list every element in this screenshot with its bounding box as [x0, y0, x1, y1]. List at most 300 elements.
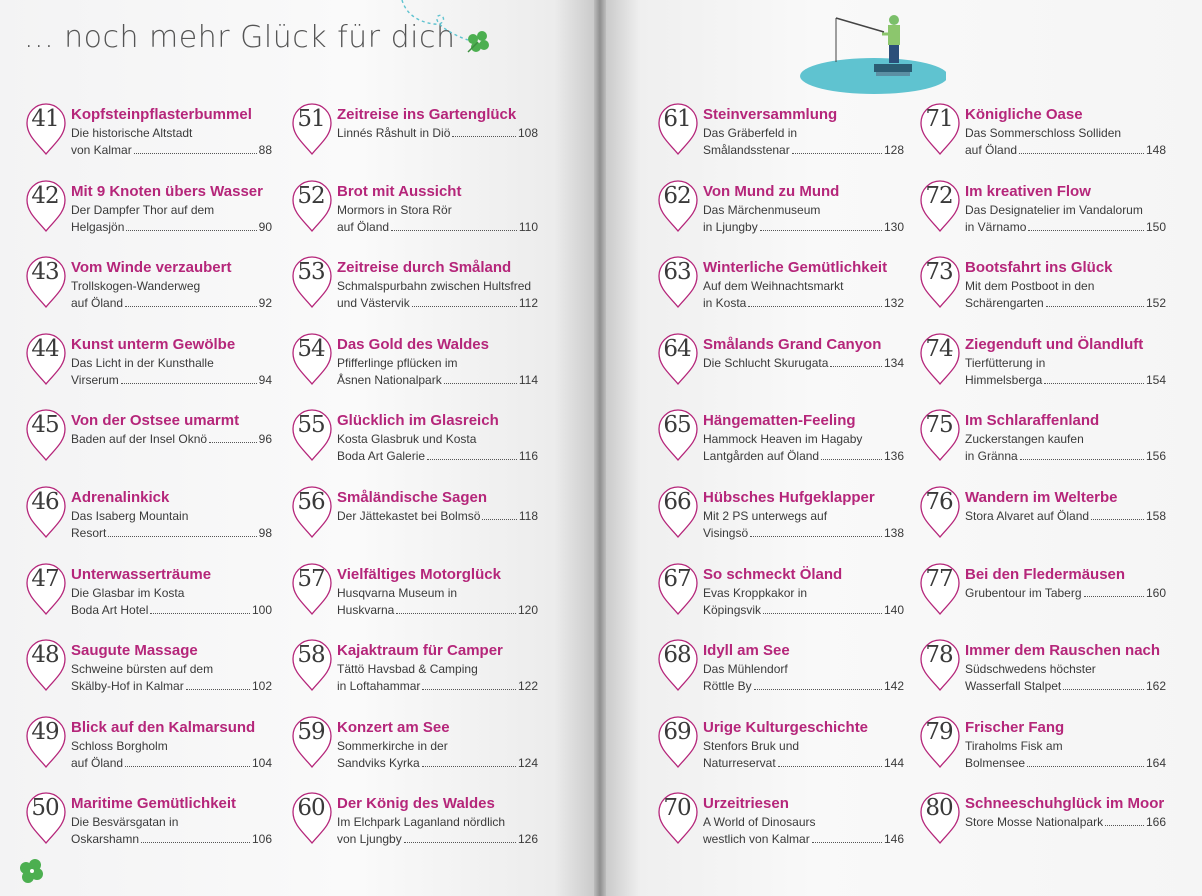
entry-subtitle-line: Store Mosse Nationalpark 166: [965, 815, 1166, 829]
entry-title[interactable]: Ziegenduft und Ölandluft: [965, 336, 1144, 353]
toc-entry[interactable]: [656, 719, 904, 793]
page-number: 146: [883, 832, 904, 846]
entry-subtitle-line: Husqvarna Museum in: [337, 586, 458, 600]
entry-title[interactable]: Adrenalinkick: [71, 489, 170, 506]
leader-dots: [748, 306, 882, 307]
map-pin-icon: [290, 636, 334, 692]
page-number: 132: [883, 296, 904, 310]
entry-title[interactable]: Hübsches Hufgeklapper: [703, 489, 875, 506]
entry-number: 59: [297, 719, 325, 745]
entry-subtitle-line: Wasserfall Stalpet 162: [965, 679, 1166, 693]
page-number: 112: [518, 296, 538, 310]
entry-subtitle-line: auf Öland 148: [965, 143, 1166, 157]
entry-title[interactable]: Glücklich im Glasreich: [337, 412, 499, 429]
map-pin-icon: [656, 330, 700, 386]
entry-title[interactable]: Kunst unterm Gewölbe: [71, 336, 236, 353]
toc-entry[interactable]: [918, 412, 1166, 486]
map-pin-icon: [656, 177, 700, 233]
toc-entry[interactable]: [24, 719, 272, 793]
page-number: 166: [1145, 815, 1166, 829]
entry-title[interactable]: Vom Winde verzaubert: [71, 259, 232, 276]
entry-subtitle-line: Stora Alvaret auf Öland 158: [965, 509, 1166, 523]
map-pin-icon: [656, 100, 700, 156]
entry-title[interactable]: Schneeschuhglück im Moor: [965, 795, 1165, 812]
entry-title[interactable]: Idyll am See: [703, 642, 790, 659]
entry-number: 55: [297, 412, 325, 438]
entry-subtitle-line: in Värnamo 150: [965, 220, 1166, 234]
leader-dots: [763, 613, 882, 614]
page-number: 108: [517, 126, 538, 140]
entry-number: 46: [31, 489, 59, 515]
entry-number: 57: [297, 566, 325, 592]
entry-subtitle-line: Das Mühlendorf: [703, 662, 788, 676]
entry-subtitle-line: Boda Art Hotel 100: [71, 603, 272, 617]
entry-number: 70: [663, 795, 691, 821]
toc-entry[interactable]: [24, 183, 272, 257]
entry-title[interactable]: Von Mund zu Mund: [703, 183, 840, 200]
map-pin-icon: [918, 406, 962, 462]
entry-number: 78: [925, 642, 953, 668]
page-number: 88: [258, 143, 272, 157]
map-pin-icon: [290, 330, 334, 386]
entry-subtitle-line: Die Glasbar im Kosta: [71, 586, 185, 600]
map-pin-icon: [290, 406, 334, 462]
entry-number: 80: [925, 795, 953, 821]
leader-dots: [121, 383, 257, 384]
toc-entry[interactable]: [918, 336, 1166, 410]
fisherman-illustration: [796, 10, 946, 96]
map-pin-icon: [290, 483, 334, 539]
toc-entry[interactable]: [656, 183, 904, 257]
entry-title[interactable]: Von der Ostsee umarmt: [71, 412, 240, 429]
leader-dots: [444, 383, 517, 384]
entry-subtitle-line: Schärengarten 152: [965, 296, 1166, 310]
map-pin-icon: [290, 177, 334, 233]
entry-subtitle-line: Hammock Heaven im Hagaby: [703, 432, 863, 446]
leader-dots: [186, 689, 250, 690]
entry-subtitle-line: auf Öland 104: [71, 756, 272, 770]
entry-subtitle-line: Das Licht in der Kunsthalle: [71, 356, 214, 370]
map-pin-icon: [24, 177, 68, 233]
page-number: 154: [1145, 373, 1166, 387]
toc-entry[interactable]: [656, 566, 904, 640]
entry-subtitle-line: Die Besvärsgatan in: [71, 815, 179, 829]
entry-title[interactable]: Immer dem Rauschen nach: [965, 642, 1161, 659]
entry-number: 66: [663, 489, 691, 515]
entry-number: 79: [925, 719, 953, 745]
page-number: 100: [251, 603, 272, 617]
toc-entry[interactable]: [24, 795, 272, 869]
entry-number: 73: [925, 259, 953, 285]
entry-number: 77: [925, 566, 953, 592]
map-pin-icon: [24, 636, 68, 692]
leader-dots: [150, 613, 250, 614]
toc-entry[interactable]: [24, 412, 272, 486]
entry-subtitle-line: Der Jättekastet bei Bolmsö 118: [337, 509, 538, 523]
entry-subtitle-line: Smålandsstenar 128: [703, 143, 904, 157]
entry-subtitle-line: Trollskogen-Wanderweg: [71, 279, 201, 293]
map-pin-icon: [290, 713, 334, 769]
leader-dots: [1046, 306, 1144, 307]
leader-dots: [108, 536, 256, 537]
toc-entry[interactable]: [656, 259, 904, 333]
page-number: 96: [258, 432, 272, 446]
map-pin-icon: [918, 789, 962, 845]
leader-dots: [404, 842, 516, 843]
entry-title[interactable]: Vielfältiges Motorglück: [337, 566, 501, 583]
entry-title[interactable]: Unterwasserträume: [71, 566, 212, 583]
leader-dots: [134, 153, 257, 154]
entry-subtitle-line: Kosta Glasbruk und Kosta: [337, 432, 477, 446]
entry-title[interactable]: Kopfsteinpflasterbummel: [71, 106, 252, 123]
entry-title[interactable]: Maritime Gemütlichkeit: [71, 795, 237, 812]
entry-subtitle-line: Lantgården auf Öland 136: [703, 449, 904, 463]
page-number: 136: [883, 449, 904, 463]
toc-entry[interactable]: [918, 489, 1166, 563]
entry-subtitle-line: Grubentour im Taberg 160: [965, 586, 1166, 600]
entry-number: 72: [925, 183, 953, 209]
page-number: 122: [517, 679, 538, 693]
entry-title[interactable]: Kajaktraum für Camper: [337, 642, 503, 659]
leader-dots: [792, 153, 882, 154]
entry-title[interactable]: Urzeitriesen: [703, 795, 789, 812]
page-number: 116: [518, 449, 538, 463]
map-pin-icon: [24, 713, 68, 769]
toc-entry[interactable]: [656, 642, 904, 716]
entry-subtitle-line: in Kosta 132: [703, 296, 904, 310]
entry-number: 43: [31, 259, 59, 285]
map-pin-icon: [290, 253, 334, 309]
toc-entry[interactable]: [290, 642, 538, 716]
entry-subtitle-line: Tierfütterung in: [965, 356, 1046, 370]
toc-entry[interactable]: [24, 642, 272, 716]
entry-title[interactable]: Königliche Oase: [965, 106, 1083, 123]
entry-subtitle-line: Tiraholms Fisk am: [965, 739, 1063, 753]
toc-entry[interactable]: [290, 183, 538, 257]
entry-number: 75: [925, 412, 953, 438]
entry-number: 53: [297, 259, 325, 285]
entry-subtitle-line: Das Gräberfeld in: [703, 126, 798, 140]
entry-subtitle-line: Åsnen Nationalpark 114: [337, 373, 538, 387]
entry-number: 47: [31, 566, 59, 592]
toc-entry[interactable]: [24, 336, 272, 410]
entry-number: 65: [663, 412, 691, 438]
page-number: 92: [258, 296, 272, 310]
leader-dots: [452, 136, 516, 137]
leader-dots: [1019, 153, 1144, 154]
entry-number: 64: [663, 336, 691, 362]
leader-dots: [750, 536, 882, 537]
entry-number: 71: [925, 106, 953, 132]
map-pin-icon: [918, 100, 962, 156]
leader-dots: [1084, 596, 1144, 597]
map-pin-icon: [918, 177, 962, 233]
toc-entry[interactable]: [24, 566, 272, 640]
map-pin-icon: [918, 483, 962, 539]
page-number: 126: [517, 832, 538, 846]
entry-title[interactable]: Bei den Fledermäusen: [965, 566, 1126, 583]
entry-subtitle-line: auf Öland 110: [337, 220, 538, 234]
entry-subtitle-line: Resort 98: [71, 526, 272, 540]
page-number: 130: [883, 220, 904, 234]
entry-subtitle-line: Mormors in Stora Rör: [337, 203, 452, 217]
entry-subtitle-line: Im Elchpark Laganland nördlich: [337, 815, 506, 829]
entry-subtitle-line: Die Schlucht Skurugata 134: [703, 356, 904, 370]
toc-entry[interactable]: [290, 336, 538, 410]
entry-number: 61: [663, 106, 691, 132]
page-number: 114: [518, 373, 538, 387]
entry-number: 63: [663, 259, 691, 285]
map-pin-icon: [24, 406, 68, 462]
page-number: 138: [883, 526, 904, 540]
toc-entry[interactable]: [918, 642, 1166, 716]
toc-entry[interactable]: [290, 795, 538, 869]
toc-entry[interactable]: [290, 566, 538, 640]
entry-title[interactable]: Frischer Fang: [965, 719, 1065, 736]
leader-dots: [141, 842, 250, 843]
map-pin-icon: [656, 789, 700, 845]
toc-entry[interactable]: [656, 336, 904, 410]
entry-title[interactable]: Der König des Waldes: [337, 795, 495, 812]
entry-number: 68: [663, 642, 691, 668]
entry-subtitle-line: in Loftahammar 122: [337, 679, 538, 693]
toc-entry[interactable]: [24, 259, 272, 333]
entry-title[interactable]: Brot mit Aussicht: [337, 183, 462, 200]
toc-entry[interactable]: [656, 412, 904, 486]
leader-dots: [1105, 825, 1144, 826]
entry-title[interactable]: Bootsfahrt ins Glück: [965, 259, 1113, 276]
toc-entry[interactable]: [918, 566, 1166, 640]
entry-subtitle-line: Schloss Borgholm: [71, 739, 168, 753]
toc-entry[interactable]: [918, 106, 1166, 180]
page-number: 142: [883, 679, 904, 693]
toc-entry[interactable]: [24, 489, 272, 563]
leader-dots: [1028, 230, 1144, 231]
entry-number: 52: [297, 183, 325, 209]
entry-subtitle-line: Visingsö 138: [703, 526, 904, 540]
entry-subtitle-line: Skälby-Hof in Kalmar 102: [71, 679, 272, 693]
entry-number: 74: [925, 336, 953, 362]
toc-entry[interactable]: [918, 795, 1166, 869]
entry-number: 54: [297, 336, 325, 362]
leader-dots: [396, 613, 516, 614]
toc-entry[interactable]: [290, 489, 538, 563]
entry-subtitle-line: Der Dampfer Thor auf dem: [71, 203, 215, 217]
entry-subtitle-line: Zuckerstangen kaufen: [965, 432, 1084, 446]
entry-subtitle-line: Das Isaberg Mountain: [71, 509, 189, 523]
map-pin-icon: [290, 560, 334, 616]
entry-title[interactable]: Steinversammlung: [703, 106, 838, 123]
map-pin-icon: [290, 100, 334, 156]
leader-dots: [778, 766, 882, 767]
map-pin-icon: [24, 100, 68, 156]
entry-number: 49: [31, 719, 59, 745]
entry-subtitle-line: auf Öland 92: [71, 296, 272, 310]
entry-number: 51: [297, 106, 325, 132]
toc-entry[interactable]: [290, 412, 538, 486]
page-number: 102: [251, 679, 272, 693]
leader-dots: [126, 230, 256, 231]
toc-entry[interactable]: [656, 795, 904, 869]
map-pin-icon: [24, 253, 68, 309]
entry-subtitle-line: Köpingsvik 140: [703, 603, 904, 617]
entry-subtitle-line: Sandviks Kyrka 124: [337, 756, 538, 770]
entry-number: 67: [663, 566, 691, 592]
map-pin-icon: [918, 330, 962, 386]
entry-title[interactable]: Zeitreise ins Gartenglück: [337, 106, 517, 123]
page-title: ... noch mehr Glück für dich: [24, 20, 456, 55]
entry-subtitle-line: Bolmensee 164: [965, 756, 1166, 770]
leader-dots: [427, 459, 517, 460]
page-number: 90: [258, 220, 272, 234]
leader-dots: [422, 689, 516, 690]
page-number: 94: [258, 373, 272, 387]
page-number: 104: [251, 756, 272, 770]
page-number: 162: [1145, 679, 1166, 693]
map-pin-icon: [918, 560, 962, 616]
entry-subtitle-line: westlich von Kalmar 146: [703, 832, 904, 846]
page-number: 128: [883, 143, 904, 157]
entry-title[interactable]: Wandern im Welterbe: [965, 489, 1118, 506]
entry-subtitle-line: Pfifferlinge pflücken im: [337, 356, 458, 370]
toc-entry[interactable]: [656, 106, 904, 180]
entry-title[interactable]: Småländische Sagen: [337, 489, 488, 506]
page-number: 98: [258, 526, 272, 540]
page-number: 110: [518, 220, 538, 234]
page-number: 156: [1145, 449, 1166, 463]
entry-title[interactable]: Zeitreise durch Småland: [337, 259, 512, 276]
entry-subtitle-line: Schweine bürsten auf dem: [71, 662, 214, 676]
entry-subtitle-line: Das Märchenmuseum: [703, 203, 821, 217]
page-number: 124: [517, 756, 538, 770]
entry-title[interactable]: Blick auf den Kalmarsund: [71, 719, 256, 736]
leader-dots: [821, 459, 882, 460]
entry-title[interactable]: Im kreativen Flow: [965, 183, 1091, 200]
map-pin-icon: [918, 636, 962, 692]
page-number: 118: [518, 509, 538, 523]
entry-subtitle-line: Boda Art Galerie 116: [337, 449, 538, 463]
leader-dots: [812, 842, 882, 843]
entry-subtitle-line: von Kalmar 88: [71, 143, 272, 157]
leader-dots: [830, 366, 882, 367]
entry-number: 60: [297, 795, 325, 821]
map-pin-icon: [656, 483, 700, 539]
entry-subtitle-line: Naturreservat 144: [703, 756, 904, 770]
entry-subtitle-line: Sommerkirche in der: [337, 739, 448, 753]
page-number: 140: [883, 603, 904, 617]
toc-entry[interactable]: [656, 489, 904, 563]
entry-title[interactable]: Urige Kulturgeschichte: [703, 719, 869, 736]
map-pin-icon: [918, 713, 962, 769]
map-pin-icon: [24, 789, 68, 845]
toc-entry[interactable]: [24, 106, 272, 180]
entry-title[interactable]: Im Schlaraffenland: [965, 412, 1100, 429]
page-number: 150: [1145, 220, 1166, 234]
page-number: 158: [1145, 509, 1166, 523]
entry-subtitle-line: Oskarshamn 106: [71, 832, 272, 846]
toc-entry[interactable]: [918, 183, 1166, 257]
leader-dots: [422, 766, 516, 767]
toc-entry[interactable]: [918, 719, 1166, 793]
page-number: 144: [883, 756, 904, 770]
entry-subtitle-line: Huskvarna 120: [337, 603, 538, 617]
map-pin-icon: [656, 636, 700, 692]
leader-dots: [209, 442, 257, 443]
clover-icon: [398, 0, 498, 56]
toc-entry[interactable]: [918, 259, 1166, 333]
entry-title[interactable]: Das Gold des Waldes: [337, 336, 489, 353]
entry-subtitle-line: Südschwedens höchster: [965, 662, 1096, 676]
entry-number: 76: [925, 489, 953, 515]
toc-entry[interactable]: [290, 106, 538, 180]
map-pin-icon: [24, 330, 68, 386]
entry-subtitle-line: Mit 2 PS unterwegs auf: [703, 509, 828, 523]
entry-title[interactable]: So schmeckt Öland: [703, 566, 843, 583]
entry-subtitle-line: Himmelsberga 154: [965, 373, 1166, 387]
map-pin-icon: [24, 560, 68, 616]
entry-subtitle-line: in Ljungby 130: [703, 220, 904, 234]
entry-number: 62: [663, 183, 691, 209]
leader-dots: [1091, 519, 1144, 520]
entry-subtitle-line: Helgasjön 90: [71, 220, 272, 234]
entry-subtitle-line: Die historische Altstadt: [71, 126, 193, 140]
entry-number: 69: [663, 719, 691, 745]
map-pin-icon: [290, 789, 334, 845]
leader-dots: [482, 519, 516, 520]
entry-number: 48: [31, 642, 59, 668]
page-number: 160: [1145, 586, 1166, 600]
book-gutter: [594, 0, 606, 896]
entry-subtitle-line: Tättö Havsbad & Camping: [337, 662, 478, 676]
entry-subtitle-line: und Västervik 112: [337, 296, 538, 310]
map-pin-icon: [656, 713, 700, 769]
entry-subtitle-line: Das Designatelier im Vandalorum: [965, 203, 1143, 217]
entry-number: 50: [31, 795, 59, 821]
entry-subtitle-line: Linnés Råshult in Diö 108: [337, 126, 538, 140]
entry-number: 41: [31, 106, 59, 132]
entry-title[interactable]: Saugute Massage: [71, 642, 198, 659]
leader-dots: [1027, 766, 1144, 767]
entry-subtitle-line: von Ljungby 126: [337, 832, 538, 846]
page-number: 148: [1145, 143, 1166, 157]
entry-subtitle-line: Stenfors Bruk und: [703, 739, 800, 753]
map-pin-icon: [918, 253, 962, 309]
toc-entry[interactable]: [290, 719, 538, 793]
leader-dots: [391, 230, 517, 231]
leader-dots: [412, 306, 517, 307]
entry-title[interactable]: Winterliche Gemütlichkeit: [703, 259, 888, 276]
entry-subtitle-line: A World of Dinosaurs: [703, 815, 816, 829]
entry-subtitle-line: Baden auf der Insel Oknö 96: [71, 432, 272, 446]
leader-dots: [1044, 383, 1144, 384]
entry-number: 45: [31, 412, 59, 438]
entry-title[interactable]: Smålands Grand Canyon: [703, 336, 882, 353]
entry-title[interactable]: Hängematten-Feeling: [703, 412, 856, 429]
leader-dots: [760, 230, 882, 231]
entry-title[interactable]: Konzert am See: [337, 719, 450, 736]
entry-title[interactable]: Mit 9 Knoten übers Wasser: [71, 183, 263, 200]
toc-entry[interactable]: [290, 259, 538, 333]
map-pin-icon: [656, 406, 700, 462]
leader-dots: [1063, 689, 1144, 690]
entry-number: 44: [31, 336, 59, 362]
entry-number: 58: [297, 642, 325, 668]
map-pin-icon: [24, 483, 68, 539]
entry-subtitle-line: Schmalspurbahn zwischen Hultsfred: [337, 279, 532, 293]
entry-number: 42: [31, 183, 59, 209]
leader-dots: [125, 766, 250, 767]
leader-dots: [1020, 459, 1144, 460]
